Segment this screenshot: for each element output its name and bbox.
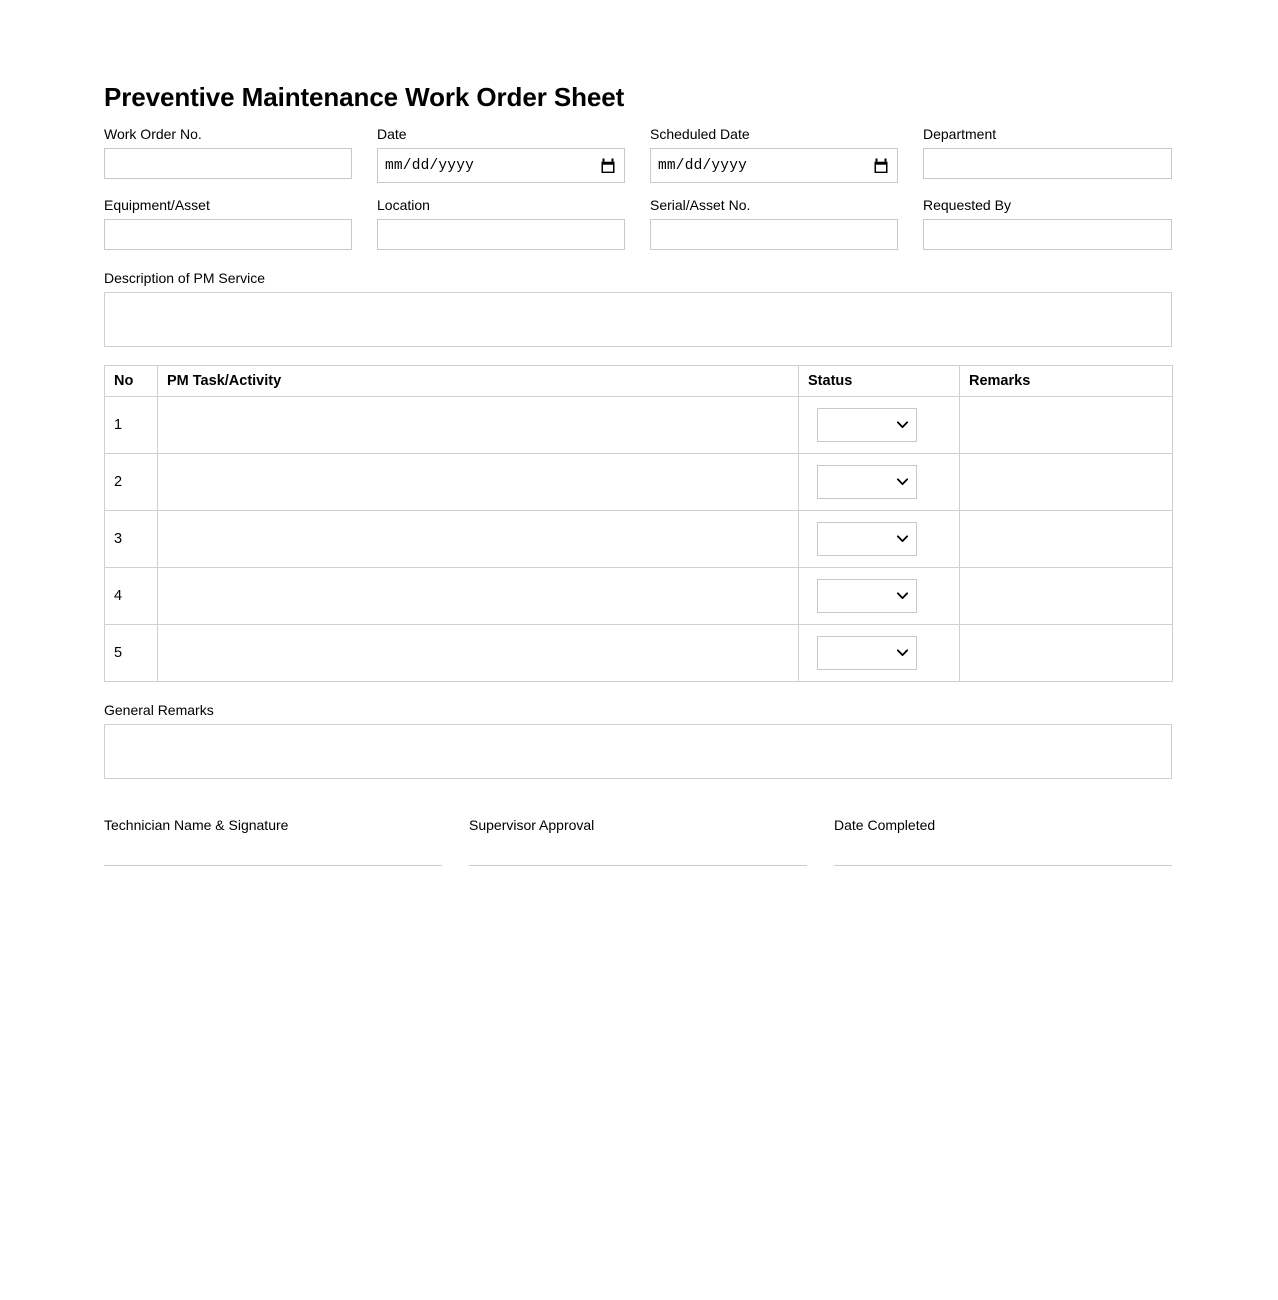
row-number-cell: 2 bbox=[105, 454, 158, 511]
task-cell[interactable] bbox=[158, 397, 799, 454]
remarks-cell[interactable] bbox=[960, 625, 1173, 682]
pm-task-table-body bbox=[105, 397, 1173, 682]
table-header-row bbox=[105, 366, 1173, 397]
label-equipment-asset: Equipment/Asset bbox=[104, 197, 210, 213]
field-group-location bbox=[377, 197, 650, 250]
task-cell[interactable] bbox=[158, 625, 799, 682]
status-select[interactable] bbox=[817, 579, 917, 613]
label-serial-asset-no: Serial/Asset No. bbox=[650, 197, 751, 213]
status-select-wrapper[interactable] bbox=[808, 630, 950, 676]
requested-by-input[interactable] bbox=[923, 219, 1172, 250]
field-grid-row-1 bbox=[104, 126, 1172, 183]
remarks-input[interactable] bbox=[969, 402, 1163, 448]
task-input[interactable] bbox=[167, 459, 789, 505]
status-cell[interactable] bbox=[799, 397, 960, 454]
task-input[interactable] bbox=[167, 630, 789, 676]
status-select-container[interactable] bbox=[817, 465, 917, 499]
label-general-remarks: General Remarks bbox=[104, 702, 214, 718]
signature-block-date-completed bbox=[834, 817, 1172, 866]
remarks-cell[interactable] bbox=[960, 454, 1173, 511]
column-header-status: Status bbox=[799, 366, 960, 397]
description-of-pm-service-textarea[interactable] bbox=[104, 292, 1172, 347]
pm-task-table bbox=[104, 365, 1173, 682]
field-grid-row-2 bbox=[104, 197, 1172, 250]
status-select-container[interactable] bbox=[817, 408, 917, 442]
status-select-container[interactable] bbox=[817, 636, 917, 670]
equipment-asset-input[interactable] bbox=[104, 219, 352, 250]
remarks-cell[interactable] bbox=[960, 568, 1173, 625]
column-header-remarks: Remarks bbox=[960, 366, 1173, 397]
work-order-no-input[interactable] bbox=[104, 148, 352, 179]
status-select[interactable] bbox=[817, 636, 917, 670]
remarks-input[interactable] bbox=[969, 459, 1163, 505]
pm-task-table-head bbox=[105, 366, 1173, 397]
remarks-input[interactable] bbox=[969, 573, 1163, 619]
status-select-container[interactable] bbox=[817, 522, 917, 556]
status-cell[interactable] bbox=[799, 511, 960, 568]
calendar-icon[interactable] bbox=[874, 158, 888, 173]
field-group-work-order-no bbox=[104, 126, 377, 183]
row-number-cell: 5 bbox=[105, 625, 158, 682]
status-cell[interactable] bbox=[799, 625, 960, 682]
signature-block-supervisor bbox=[469, 817, 807, 866]
table-row bbox=[105, 454, 1173, 511]
table-row bbox=[105, 568, 1173, 625]
remarks-cell[interactable] bbox=[960, 511, 1173, 568]
table-row bbox=[105, 511, 1173, 568]
status-cell[interactable] bbox=[799, 568, 960, 625]
task-input[interactable] bbox=[167, 516, 789, 562]
remarks-cell[interactable] bbox=[960, 397, 1173, 454]
status-select[interactable] bbox=[817, 465, 917, 499]
department-input[interactable] bbox=[923, 148, 1172, 179]
scheduled-date-input-wrapper[interactable] bbox=[650, 148, 898, 183]
table-row bbox=[105, 625, 1173, 682]
field-group-scheduled-date bbox=[650, 126, 923, 183]
signature-block-technician bbox=[104, 817, 442, 866]
status-select-container[interactable] bbox=[817, 579, 917, 613]
location-input[interactable] bbox=[377, 219, 625, 250]
signature-line-date-completed[interactable] bbox=[834, 865, 1172, 866]
column-header-pm-task-activity: PM Task/Activity bbox=[158, 366, 799, 397]
signature-section bbox=[104, 817, 1172, 866]
label-description-of-pm-service: Description of PM Service bbox=[104, 270, 266, 286]
task-input[interactable] bbox=[167, 402, 789, 448]
row-number-cell: 3 bbox=[105, 511, 158, 568]
label-work-order-no: Work Order No. bbox=[104, 126, 202, 142]
label-location: Location bbox=[377, 197, 430, 213]
signature-line-supervisor[interactable] bbox=[469, 865, 807, 866]
task-input[interactable] bbox=[167, 573, 789, 619]
row-number-cell: 1 bbox=[105, 397, 158, 454]
page-title: Preventive Maintenance Work Order Sheet bbox=[104, 82, 625, 112]
field-group-date bbox=[377, 126, 650, 183]
label-date-completed: Date Completed bbox=[834, 817, 936, 833]
calendar-icon[interactable] bbox=[601, 158, 615, 173]
status-select[interactable] bbox=[817, 408, 917, 442]
task-cell[interactable] bbox=[158, 511, 799, 568]
task-cell[interactable] bbox=[158, 568, 799, 625]
status-select-wrapper[interactable] bbox=[808, 516, 950, 562]
remarks-input[interactable] bbox=[969, 630, 1163, 676]
field-group-equipment-asset bbox=[104, 197, 377, 250]
scheduled-date-placeholder-text: mm/dd/yyyy bbox=[658, 157, 748, 174]
serial-asset-no-input[interactable] bbox=[650, 219, 898, 250]
date-input[interactable] bbox=[377, 148, 625, 183]
status-select-wrapper[interactable] bbox=[808, 459, 950, 505]
status-select[interactable] bbox=[817, 522, 917, 556]
field-group-serial-asset-no bbox=[650, 197, 923, 250]
label-technician-name-signature: Technician Name & Signature bbox=[104, 817, 289, 833]
scheduled-date-input[interactable] bbox=[650, 148, 898, 183]
status-select-wrapper[interactable] bbox=[808, 402, 950, 448]
label-date: Date bbox=[377, 126, 407, 142]
field-group-requested-by bbox=[923, 197, 1172, 250]
remarks-input[interactable] bbox=[969, 516, 1163, 562]
task-cell[interactable] bbox=[158, 454, 799, 511]
label-requested-by: Requested By bbox=[923, 197, 1011, 213]
date-input-wrapper[interactable] bbox=[377, 148, 625, 183]
field-group-department bbox=[923, 126, 1172, 183]
label-department: Department bbox=[923, 126, 997, 142]
row-number-cell: 4 bbox=[105, 568, 158, 625]
status-cell[interactable] bbox=[799, 454, 960, 511]
column-header-no: No bbox=[105, 366, 158, 397]
work-order-sheet bbox=[104, 0, 1172, 866]
signature-line-technician[interactable] bbox=[104, 865, 442, 866]
table-row bbox=[105, 397, 1173, 454]
general-remarks-block bbox=[104, 702, 1172, 779]
status-select-wrapper[interactable] bbox=[808, 573, 950, 619]
date-placeholder-text: mm/dd/yyyy bbox=[385, 157, 475, 174]
description-block bbox=[104, 270, 1172, 347]
label-supervisor-approval: Supervisor Approval bbox=[469, 817, 595, 833]
label-scheduled-date: Scheduled Date bbox=[650, 126, 750, 142]
general-remarks-textarea[interactable] bbox=[104, 724, 1172, 779]
